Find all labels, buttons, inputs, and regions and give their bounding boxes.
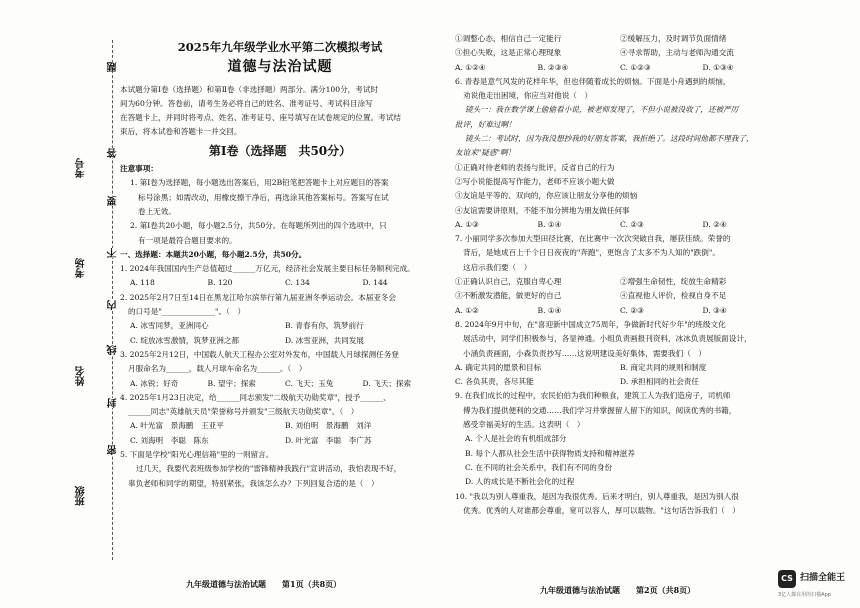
statement: ②缓解压力，及时调节负面情绪: [620, 34, 727, 43]
option: C. 飞天；玉兔: [285, 378, 334, 388]
statement: ③担心失败，这是正常心理现象: [455, 48, 562, 58]
question-2: 2. 2025年2月7日至14日在黑龙江哈尔滨举行第九届亚洲冬季运动会。本届亚冬会: [120, 292, 397, 302]
option: B. 120: [207, 278, 233, 288]
option: B. 每个人都从社会生活中获得物质支持和精神滋养: [465, 448, 635, 458]
question-7-options: [455, 304, 785, 318]
option: D. 人的成长是不断社会化的过程: [465, 477, 575, 487]
option: B. ①④: [537, 305, 562, 315]
question-9-cont: 傅为我们提供便利的交通……我们学习并掌握留人留下的知识，阅读优秀的书籍，: [463, 405, 737, 415]
option: D. ③④: [702, 305, 727, 315]
question-6-options: [455, 218, 785, 232]
question-6-cont: 劝说他走出困境，你应当对他说（ ）: [463, 91, 593, 101]
question-4-options: [120, 434, 440, 448]
question-9-cont: 感受幸福美好的生活。这表明（ ）: [463, 420, 585, 430]
exam-title: 2025年九年级学业水平第二次模拟考试: [177, 40, 383, 54]
statement: ④寻求帮助，主动与老师沟通交流: [620, 48, 734, 58]
question-3-cont: 月服命名为______，载人月球车命名为______。（ ）: [128, 364, 307, 374]
option: D. 144: [362, 278, 388, 288]
option: A. 确定共同的愿景和目标: [455, 362, 542, 372]
option: B. ②③④: [537, 62, 569, 72]
seal-char-seal: 封: [108, 398, 119, 408]
question-2-options: [120, 319, 440, 333]
question-4-cont: ______同志"英雄航天员"荣誉称号并颁发"三级航天功勋奖章"。（ ）: [128, 407, 359, 417]
question-1-options: [120, 276, 440, 290]
question-7-items: [455, 289, 785, 303]
option: D. 叶光富 李聪 李广苏: [285, 435, 372, 445]
question-6: 6. 青春是意气风发的花样年华，但也伴随着成长的烦恼。下面是小舟遇到的烦恼，: [455, 76, 731, 86]
question-7-items: [455, 275, 785, 289]
notice-line: 卷上无效。: [138, 206, 176, 216]
name-label: 姓名: [76, 366, 87, 386]
statement: ③不断激发潜能，做更好的自己: [455, 291, 562, 301]
scene-2-cont: 友谊来"疑惑"啊！: [455, 148, 516, 158]
option: A. 个人是社会的有机组成部分: [465, 434, 567, 444]
option: B. 刘伯明 景海鹏 刘洋: [285, 421, 372, 431]
seal-char-not: 不: [108, 248, 119, 258]
question-8-options: [455, 375, 785, 389]
statement: ②增强生命韧性，绽放生命精彩: [620, 277, 727, 287]
option: C. ②③: [620, 305, 644, 315]
notice-line: 有一项是最符合题目要求的。: [138, 235, 237, 245]
option: C. 刘海明 李聪 陈东: [130, 435, 209, 445]
page-2-footer: 九年级道德与法治试题 第2页（共8页）: [540, 585, 696, 595]
statement: ④直视他人评价，检视自身不足: [620, 291, 727, 301]
part-heading: 一、选择题：本题共20小题，每小题2.5分，共50分。: [120, 249, 307, 259]
intro-line: 束后，将本试卷和答题卡一并交回。: [120, 127, 242, 137]
intro-line: 本试题分第Ⅰ卷（选择题）和第Ⅱ卷（非选择题）两部分。满分100分，考试时: [120, 84, 379, 94]
option: A. 冰雪同梦，亚洲同心: [130, 321, 209, 331]
notice-line: 2. 第Ⅰ卷共20小题，每小题2.5分，共50分。在每题所列出的四个选项中，只: [130, 221, 387, 231]
seal-char-want: 要: [108, 196, 119, 206]
option: B. 望宇；探索: [207, 378, 256, 388]
question-5-cont: 过几天，我要代表班级参加学校的"雷锋精神我践行"宣讲活动，我怕表现不好，: [136, 464, 402, 474]
question-3: 3. 2025年2月12日，中国载人航天工程办公室对外发布，中国载人月球探测任务登: [120, 349, 399, 359]
statement: ①正确认识自己，克服自卑心理: [455, 277, 562, 287]
option: D. 冰雪亚洲，共同发展: [285, 335, 364, 345]
subject-title: 道德与法治试题: [227, 59, 333, 76]
question-5: 5. 下面是学校"阳光心理信箱"里的一则留言。: [120, 450, 274, 460]
statement: ①调整心态，相信自己一定能行: [455, 34, 562, 43]
question-10-cont: 优秀。优秀的人对谁都会尊重，宽可以容人，厚可以载物。"这句话告诉我们（ ）: [463, 505, 740, 515]
scene-1: 镜头一：我在数学课上偷偷看小说，被老师发现了，不但小说被没收了，还被严厉: [465, 105, 739, 115]
question-5-items: [455, 46, 785, 60]
exam-number-label: 考号: [76, 158, 87, 178]
option: D. ②④: [702, 219, 727, 229]
page-1: [120, 40, 440, 491]
option: A. ①②④: [455, 62, 486, 72]
question-8-cont: 小涵负责画面，小森负责抄写……这说明建设美好集体，需要我们（ ）: [463, 348, 706, 358]
option: A. ①③: [455, 219, 479, 229]
option: A. 118: [130, 278, 155, 288]
question-8: 8. 2024年9月中旬，在"喜迎新中国成立75周年，争做新时代好少年"的班级文化: [455, 319, 726, 329]
intro-line: 在答题卡上，并同时将考点、姓名、准考证号、座号填写在试卷规定的位置。考试结: [120, 113, 401, 123]
option: C. ②③: [620, 219, 644, 229]
option: C. 各负其责，各尽其能: [455, 377, 534, 387]
scene-2: 镜头二：考试时，因为我没想抄我的好朋友答案，我拒绝了。这段时间他都不理我了，: [465, 134, 754, 144]
notice-title: 注意事项：: [120, 164, 158, 174]
scene-1-cont: 批评，好难过啊！: [455, 119, 516, 129]
option: C. 134: [285, 278, 310, 288]
statement: ③友谊是平等的、双向的，你应该让朋友分享他的烦恼: [455, 191, 638, 201]
option: D. ①③④: [702, 62, 734, 72]
question-7: 7. 小丽同学多次参加大型田径比赛，在比赛中一次次突破自我，屡获佳绩。荣誉的: [455, 234, 731, 244]
statement: ②写小说能提高写作能力，老师不应该小题大做: [455, 176, 615, 186]
option: A. 冰锐；好奇: [130, 378, 179, 388]
class-label: 班级: [76, 486, 87, 506]
option: B. 青春有你，筑梦前行: [285, 321, 364, 331]
question-3-options: [120, 377, 440, 391]
question-4-options: [120, 419, 440, 433]
option: D. 承担相同的社会责任: [620, 377, 699, 387]
scanner-app-tagline: 3亿人都在用的扫描App: [778, 592, 831, 598]
option: B. ①④: [537, 219, 562, 229]
question-8-cont: 展活动中，同学们积极参与，各显神通。小组负责画报刊资料，冰冰负责展版面设计，: [463, 334, 752, 344]
intro-line: 间为60分钟。答卷前，请考生务必将自己的姓名、准考证号、考试科目涂写: [120, 98, 373, 108]
question-4: 4. 2025年1月23日决定，给______同志颁发"二级航天功勋奖章"，授予______、: [120, 392, 391, 402]
seal-char-line: 线: [108, 345, 119, 355]
seal-char-secret: 密: [108, 445, 119, 455]
section-title: 第Ⅰ卷（选择题 共50分）: [208, 143, 352, 158]
scanner-app-name: 扫描全能王: [800, 573, 846, 583]
seal-char-title: 题: [108, 62, 119, 72]
question-8-options: [455, 361, 785, 375]
question-9: 9. 在我们成长的过程中，农民伯伯为我们种粮食，建筑工人为我们造房子，司机师: [455, 391, 731, 401]
notice-line: 标号涂黑；如需改动，用橡皮擦干净后，再选涂其他答案标号。答案写在试: [138, 192, 389, 202]
option: D. 飞天；探索: [362, 378, 412, 388]
option: A. ①②: [455, 305, 479, 315]
question-7-cont: 这启示我们要（ ）: [463, 262, 532, 272]
question-5-items: [455, 32, 785, 46]
option: C. 绽放冰雪激情，筑梦亚洲之都: [130, 335, 240, 345]
page-1-footer: 九年级道德与法治试题 第1页（共8页）: [186, 579, 342, 589]
room-number-label: 考场: [76, 258, 87, 278]
question-10: 10. "我以为别人尊重我，是因为我很优秀。后来才明白，别人尊重我，是因为别人很: [455, 491, 739, 501]
seal-char-answer: 答: [108, 148, 119, 158]
scanner-logo-icon: CS: [778, 570, 796, 588]
question-5-cont: 辜负老师和同学的期望，特别紧张，我该怎么办？下列回复合适的是（ ）: [128, 478, 379, 488]
question-2-options: [120, 334, 440, 348]
option: B. 商定共同的规则和制度: [620, 362, 707, 372]
question-7-cont: 背后，是她成百上千个日日夜夜的"奔跑"，更饱含了太多不为人知的"跌倒"。: [463, 248, 720, 258]
seal-char-inside: 内: [108, 300, 119, 310]
question-1: 1. 2024年我国国内生产总值超过______万亿元，经济社会发展主要目标任务顺利完成。: [120, 264, 415, 274]
option: C. ①②③: [620, 62, 651, 72]
question-2-cont: 的口号是"______________"。（ ）: [128, 307, 246, 317]
option: C. 在不同的社会关系中，我们有不同的身份: [465, 462, 613, 472]
option: A. 叶光富 景海鹏 王亚平: [130, 421, 224, 431]
statement: ④友谊需要讲原则，不能不加分辨地为朋友做任何事: [455, 205, 630, 215]
page-2: [455, 32, 785, 518]
statement: ①正确对待老师的表扬与批评，反省自己的行为: [455, 162, 615, 172]
question-5-options: [455, 61, 785, 75]
notice-line: 1. 第Ⅰ卷为选择题，每小题选出答案后，用2B铅笔把答题卡上对应题目的答案: [130, 178, 389, 188]
